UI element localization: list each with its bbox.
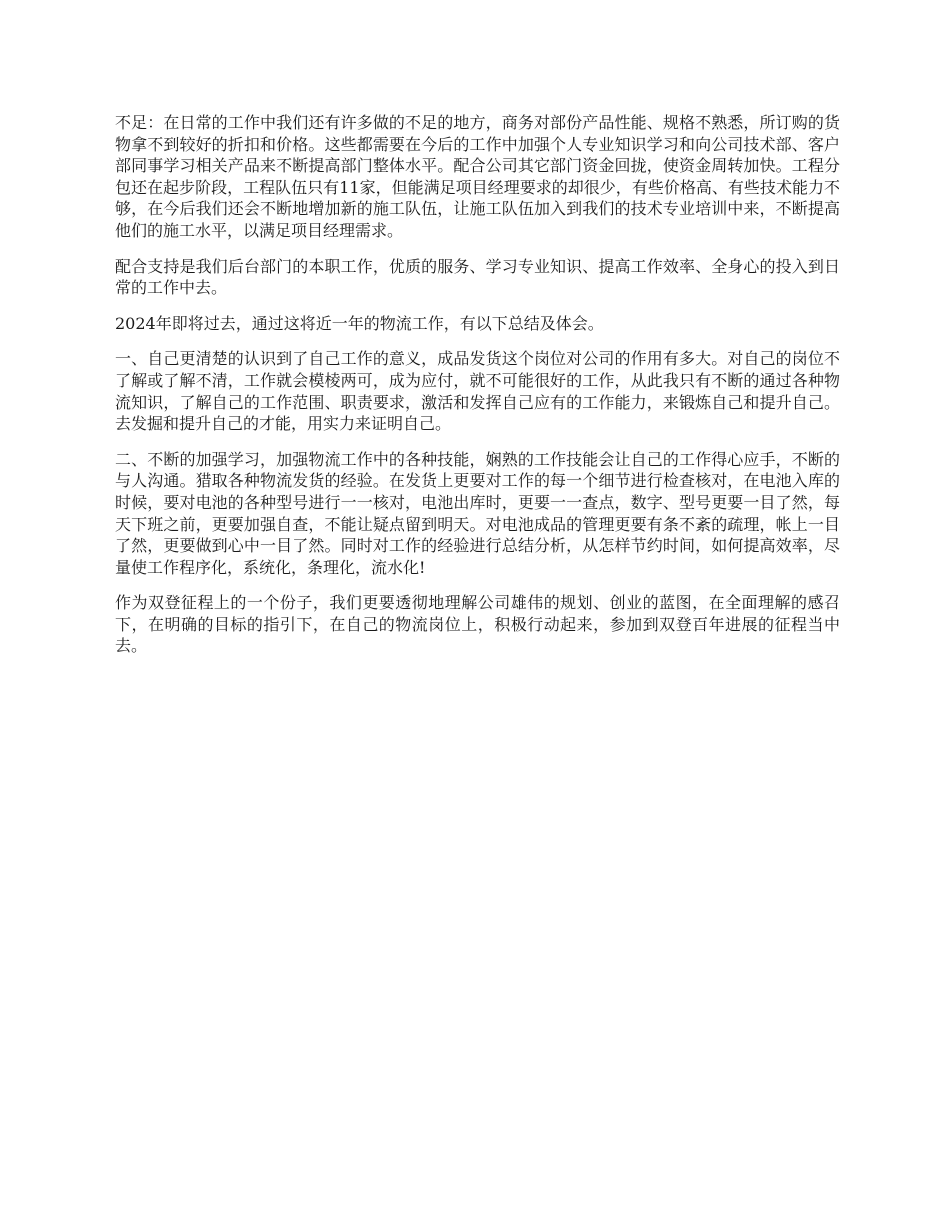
paragraph-conclusion: 作为双登征程上的一个份子，我们更要透彻地理解公司雄伟的规划、创业的蓝图，在全面理解的感召下，在明确的目标的指引下，在自己的物流岗位上，积极行动起来，参加到双登百年进展的征程当中去。: [115, 593, 840, 656]
paragraph-year-summary-intro: 2024年即将过去，通过这将近一年的物流工作，有以下总结及体会。: [115, 313, 604, 333]
paragraph-support-duty: 配合支持是我们后台部门的本职工作，优质的服务、学习专业知识、提高工作效率、全身心的投入到日常的工作中去。: [115, 256, 840, 298]
paragraph-shortcomings: 不足：在日常的工作中我们还有许多做的不足的地方，商务对部份产品性能、规格不熟悉，所订购的货物拿不到较好的折扣和价格。这些都需要在今后的工作中加强个人专业知识学习和向公司技术部、客户部同事学习相关产品来不断提高部门整体水平。配合公司其它部门资金回拢，使资金周转加快。工程分包还在起步阶段，工程队伍只有11家，但能满足项目经理要求的却很少，有些价格高、有些技术能力不够，在今后我们还会不断地增加新的施工队伍，让施工队伍加入到我们的技术专业培训中来，不断提高他们的施工水平，以满足项目经理需求。: [115, 113, 840, 240]
paragraph-point-one: 一、自己更清楚的认识到了自己工作的意义，成品发货这个岗位对公司的作用有多大。对自己的岗位不了解或了解不清，工作就会模棱两可，成为应付，就不可能很好的工作，从此我只有不断的通过各种物流知识，了解自己的工作范围、职责要求，激活和发挥自己应有的工作能力，来锻炼自己和提升自己。去发掘和提升自己的才能，用实力来证明自己。: [115, 349, 840, 434]
document-body: [115, 112, 840, 671]
paragraph-point-two: 二、不断的加强学习，加强物流工作中的各种技能，娴熟的工作技能会让自己的工作得心应手，不断的与人沟通。猎取各种物流发货的经验。在发货上更要对工作的每一个细节进行检查核对，在电池入库的时候，要对电池的各种型号进行一一核对，电池出库时，更要一一查点，数字、型号更要一目了然，每天下班之前，更要加强自查，不能让疑点留到明天。对电池成品的管理更要有条不紊的疏理，帐上一目了然，更要做到心中一目了然。同时对工作的经验进行总结分析，从怎样节约时间，如何提高效率，尽量使工作程序化，系统化，条理化，流水化!: [115, 449, 840, 577]
